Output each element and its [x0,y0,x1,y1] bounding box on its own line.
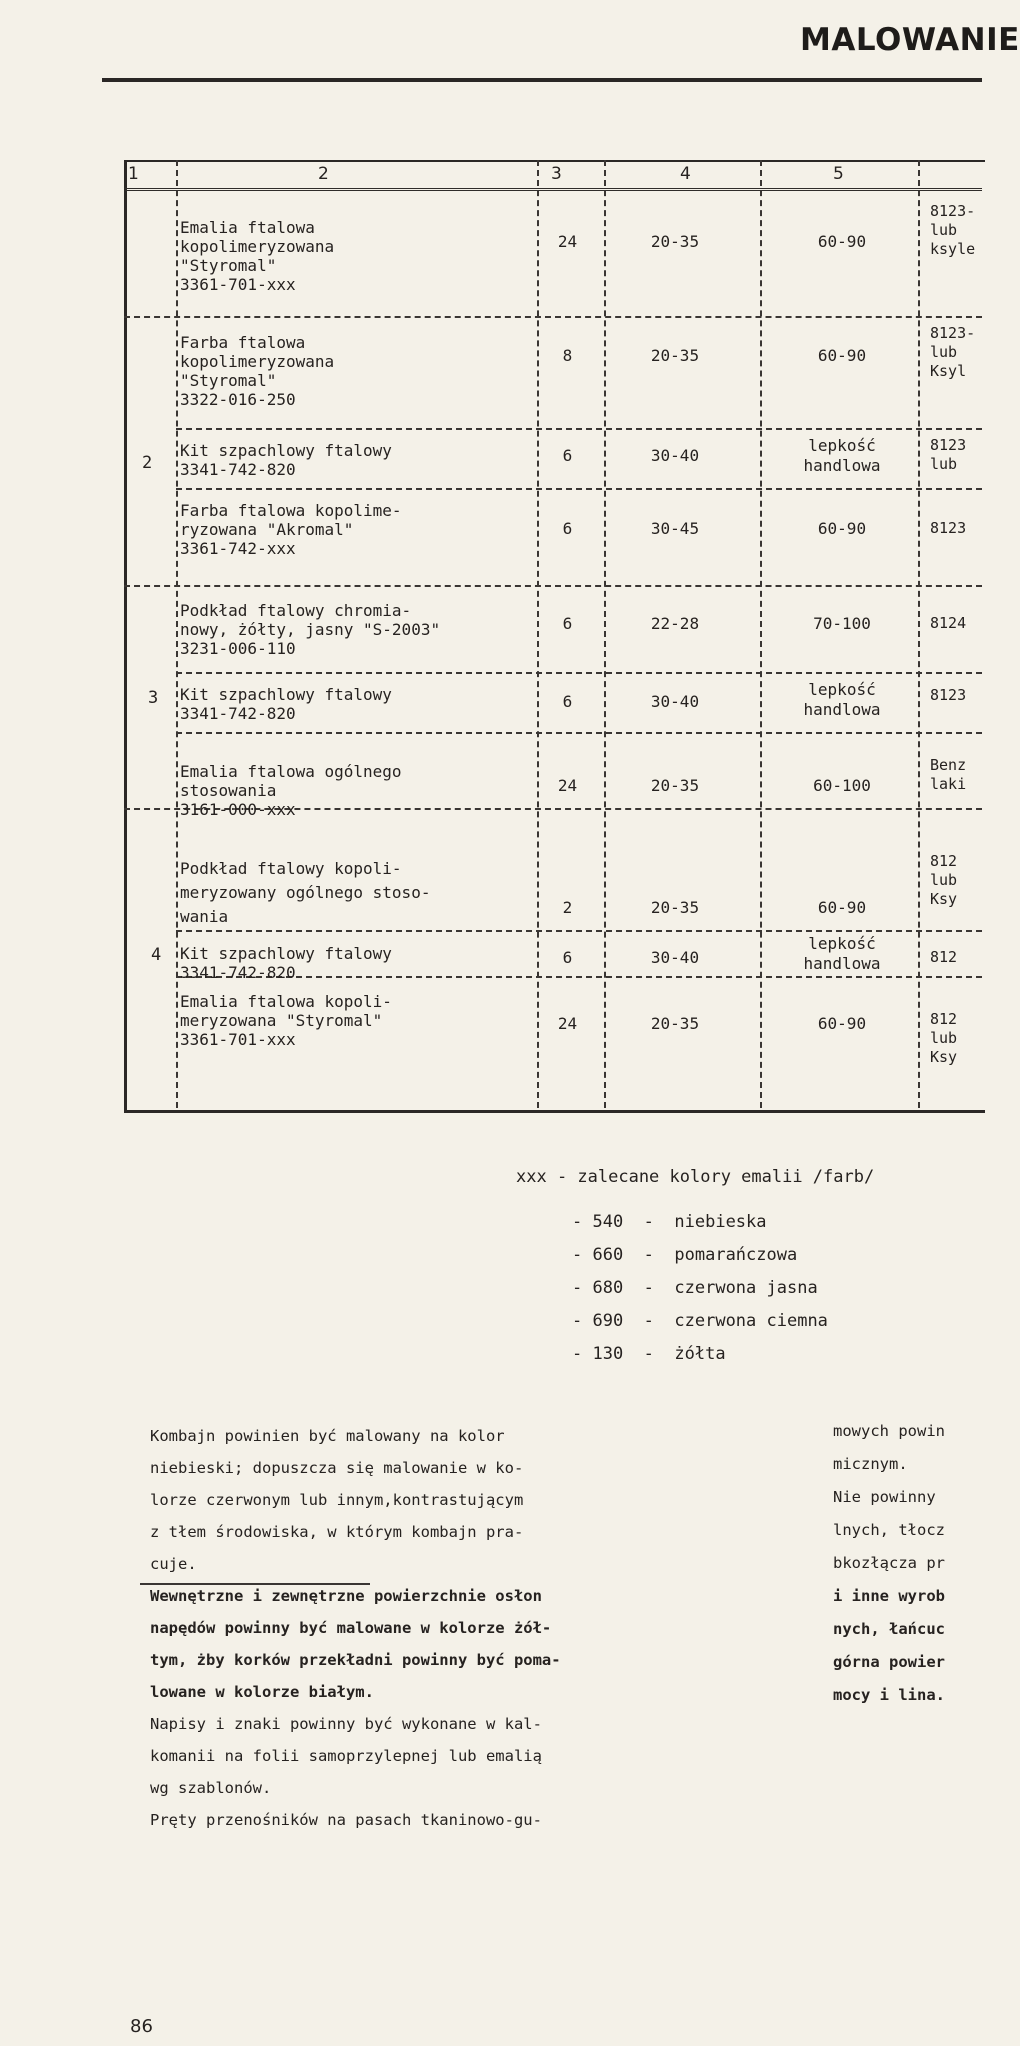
table-cell-thinner: 812 [930,948,958,966]
table-cell-range: 30-40 [650,948,700,967]
column-header-4: 4 [680,164,691,184]
group-separator [124,585,982,587]
table-cell-range: 20-35 [650,898,700,917]
column-divider-1 [176,160,178,1108]
table-cell-viscosity: 60-90 [817,1014,867,1033]
legend-code: 690 [592,1311,624,1331]
column-divider-4 [760,160,762,1108]
table-cell-thickness: 8 [562,346,573,365]
table-cell-thinner: 8123 lub [930,436,967,473]
legend-color: pomarańczowa [674,1245,798,1265]
legend-item: - 660 - pomarańczowa [572,1245,798,1265]
table-cell-thickness: 6 [562,446,573,465]
table-cell-viscosity: 60-90 [817,519,867,538]
table-cell-range: 30-45 [650,519,700,538]
group-number-2: 2 [142,453,153,473]
table-cell-name: Emalia ftalowa kopoli- meryzowana "Styromal" 3361-701-xxx [180,992,392,1049]
column-divider-2 [537,160,539,1108]
legend-code: 540 [592,1212,624,1232]
table-cell-viscosity: 70-100 [813,614,871,633]
row-separator [176,488,982,490]
table-cell-thickness: 2 [562,898,573,917]
table-cell-name: Emalia ftalowa ogólnego stosowania 3161-000-xxx [180,762,402,819]
header-rule [102,78,982,82]
legend-item: - 130 - żółta [572,1344,726,1364]
column-divider-5 [918,160,920,1108]
table-cell-range: 20-35 [650,232,700,251]
legend-intro: xxx - zalecane kolory emalii /farb/ [516,1167,875,1187]
table-cell-name: Kit szpachlowy ftalowy 3341-742-820 [180,685,392,723]
table-cell-range: 22-28 [650,614,700,633]
table-cell-name: Farba ftalowa kopolime- ryzowana "Akromal" 3361-742-xxx [180,501,402,558]
legend-code: 660 [592,1245,624,1265]
row-separator [176,930,982,932]
text-underline-rule [140,1583,370,1585]
row-separator [176,672,982,674]
table-cell-thickness: 6 [562,948,573,967]
body-text [150,1420,710,1836]
table-cell-viscosity: lepkość handlowa [803,436,881,475]
table-cell-name: Podkład ftalowy kopoli- meryzowany ogólnego stoso- wania [180,859,431,926]
table-cell-name: Farba ftalowa kopolimeryzowana "Styromal" 3322-016-250 [180,333,335,409]
side-column-normal: mowych powin micznym. Nie powinny lnych, tłocz bkozłącza pr [833,1422,945,1572]
side-column-bold: i inne wyrob nych, łańcuc górna powier mocy i lina. [833,1587,945,1704]
paragraph-paint-color: Kombajn powinien być malowany na kolor niebieski; dopuszcza się malowanie w ko- lorze czerwonym lub innym,kontrastującym z tłem środowiska, w którym kombajn pra- cuje. [150,1427,524,1573]
legend-color: żółta [674,1344,726,1364]
legend-code: 130 [592,1344,624,1364]
table-cell-thinner: 8124 [930,614,967,632]
table-cell-thinner: 812 lub Ksy [930,1010,958,1066]
table-cell-thinner: 812 lub Ksy [930,852,958,908]
table-cell-thickness: 6 [562,519,573,538]
table-cell-range: 20-35 [650,1014,700,1033]
column-header-1: 1 [128,164,139,184]
table-cell-range: 30-40 [650,692,700,711]
row-separator [176,428,982,430]
legend-item: - 680 - czerwona jasna [572,1278,818,1298]
table-cell-thickness: 24 [557,1014,578,1033]
table-cell-thickness: 24 [557,232,578,251]
paragraph-markings: Napisy i znaki powinny być wykonane w kal- komanii na folii samoprzylepnej lub emalią wg szablonów. Pręty przenośników na pasach tkaninowo-gu- [150,1715,542,1829]
legend-color: czerwona ciemna [674,1311,828,1331]
table-cell-thinner: Benz laki [930,756,967,793]
table-cell-name: Kit szpachlowy ftalowy 3341-742-820 [180,441,392,479]
group-number-3: 3 [148,688,159,708]
group-number-4: 4 [151,945,162,965]
table-cell-viscosity: 60-100 [813,776,871,795]
legend-code: 680 [592,1278,624,1298]
group-separator [124,316,982,318]
legend-item: - 540 - niebieska [572,1212,767,1232]
legend-color: niebieska [674,1212,767,1232]
paragraph-guard-surfaces: Wewnętrzne i zewnętrzne powierzchnie osłon napędów powinny być malowane w kolorze żół- tym, żby korków przekładni powinny być poma- lowane w kolorze białym. [150,1587,561,1701]
table-cell-name: Emalia ftalowa kopolimeryzowana "Styromal" 3361-701-xxx [180,218,335,294]
table-cell-viscosity: lepkość handlowa [803,680,881,719]
column-header-3: 3 [551,164,562,184]
table-cell-thickness: 6 [562,614,573,633]
header-double-rule [124,188,982,191]
table-cell-range: 20-35 [650,346,700,365]
column-divider-3 [604,160,606,1108]
table-cell-thinner: 8123 [930,519,967,537]
legend-item: - 690 - czerwona ciemna [572,1311,828,1331]
page-header-title: MALOWANIE [800,22,1020,58]
table-cell-thickness: 24 [557,776,578,795]
table-cell-viscosity: lepkość handlowa [803,934,881,973]
table-cell-range: 20-35 [650,776,700,795]
side-column-text [833,1415,983,1712]
table-cell-name: Kit szpachlowy ftalowy 3341-742-820 [180,944,392,982]
table-cell-thinner: 8123 [930,686,967,704]
legend-color: czerwona jasna [674,1278,818,1298]
table-cell-name: Podkład ftalowy chromia- nowy, żółty, jasny "S-2003" 3231-006-110 [180,601,441,658]
table-cell-range: 30-40 [650,446,700,465]
table-cell-viscosity: 60-90 [817,346,867,365]
column-header-2: 2 [318,164,329,184]
table-cell-thickness: 6 [562,692,573,711]
table-cell-thinner: 8123- lub ksyle [930,202,976,258]
page-number: 86 [130,2016,153,2037]
table-cell-viscosity: 60-90 [817,232,867,251]
column-header-5: 5 [833,164,844,184]
table-cell-viscosity: 60-90 [817,898,867,917]
row-separator [176,732,982,734]
table-cell-thinner: 8123- lub Ksyl [930,324,976,380]
